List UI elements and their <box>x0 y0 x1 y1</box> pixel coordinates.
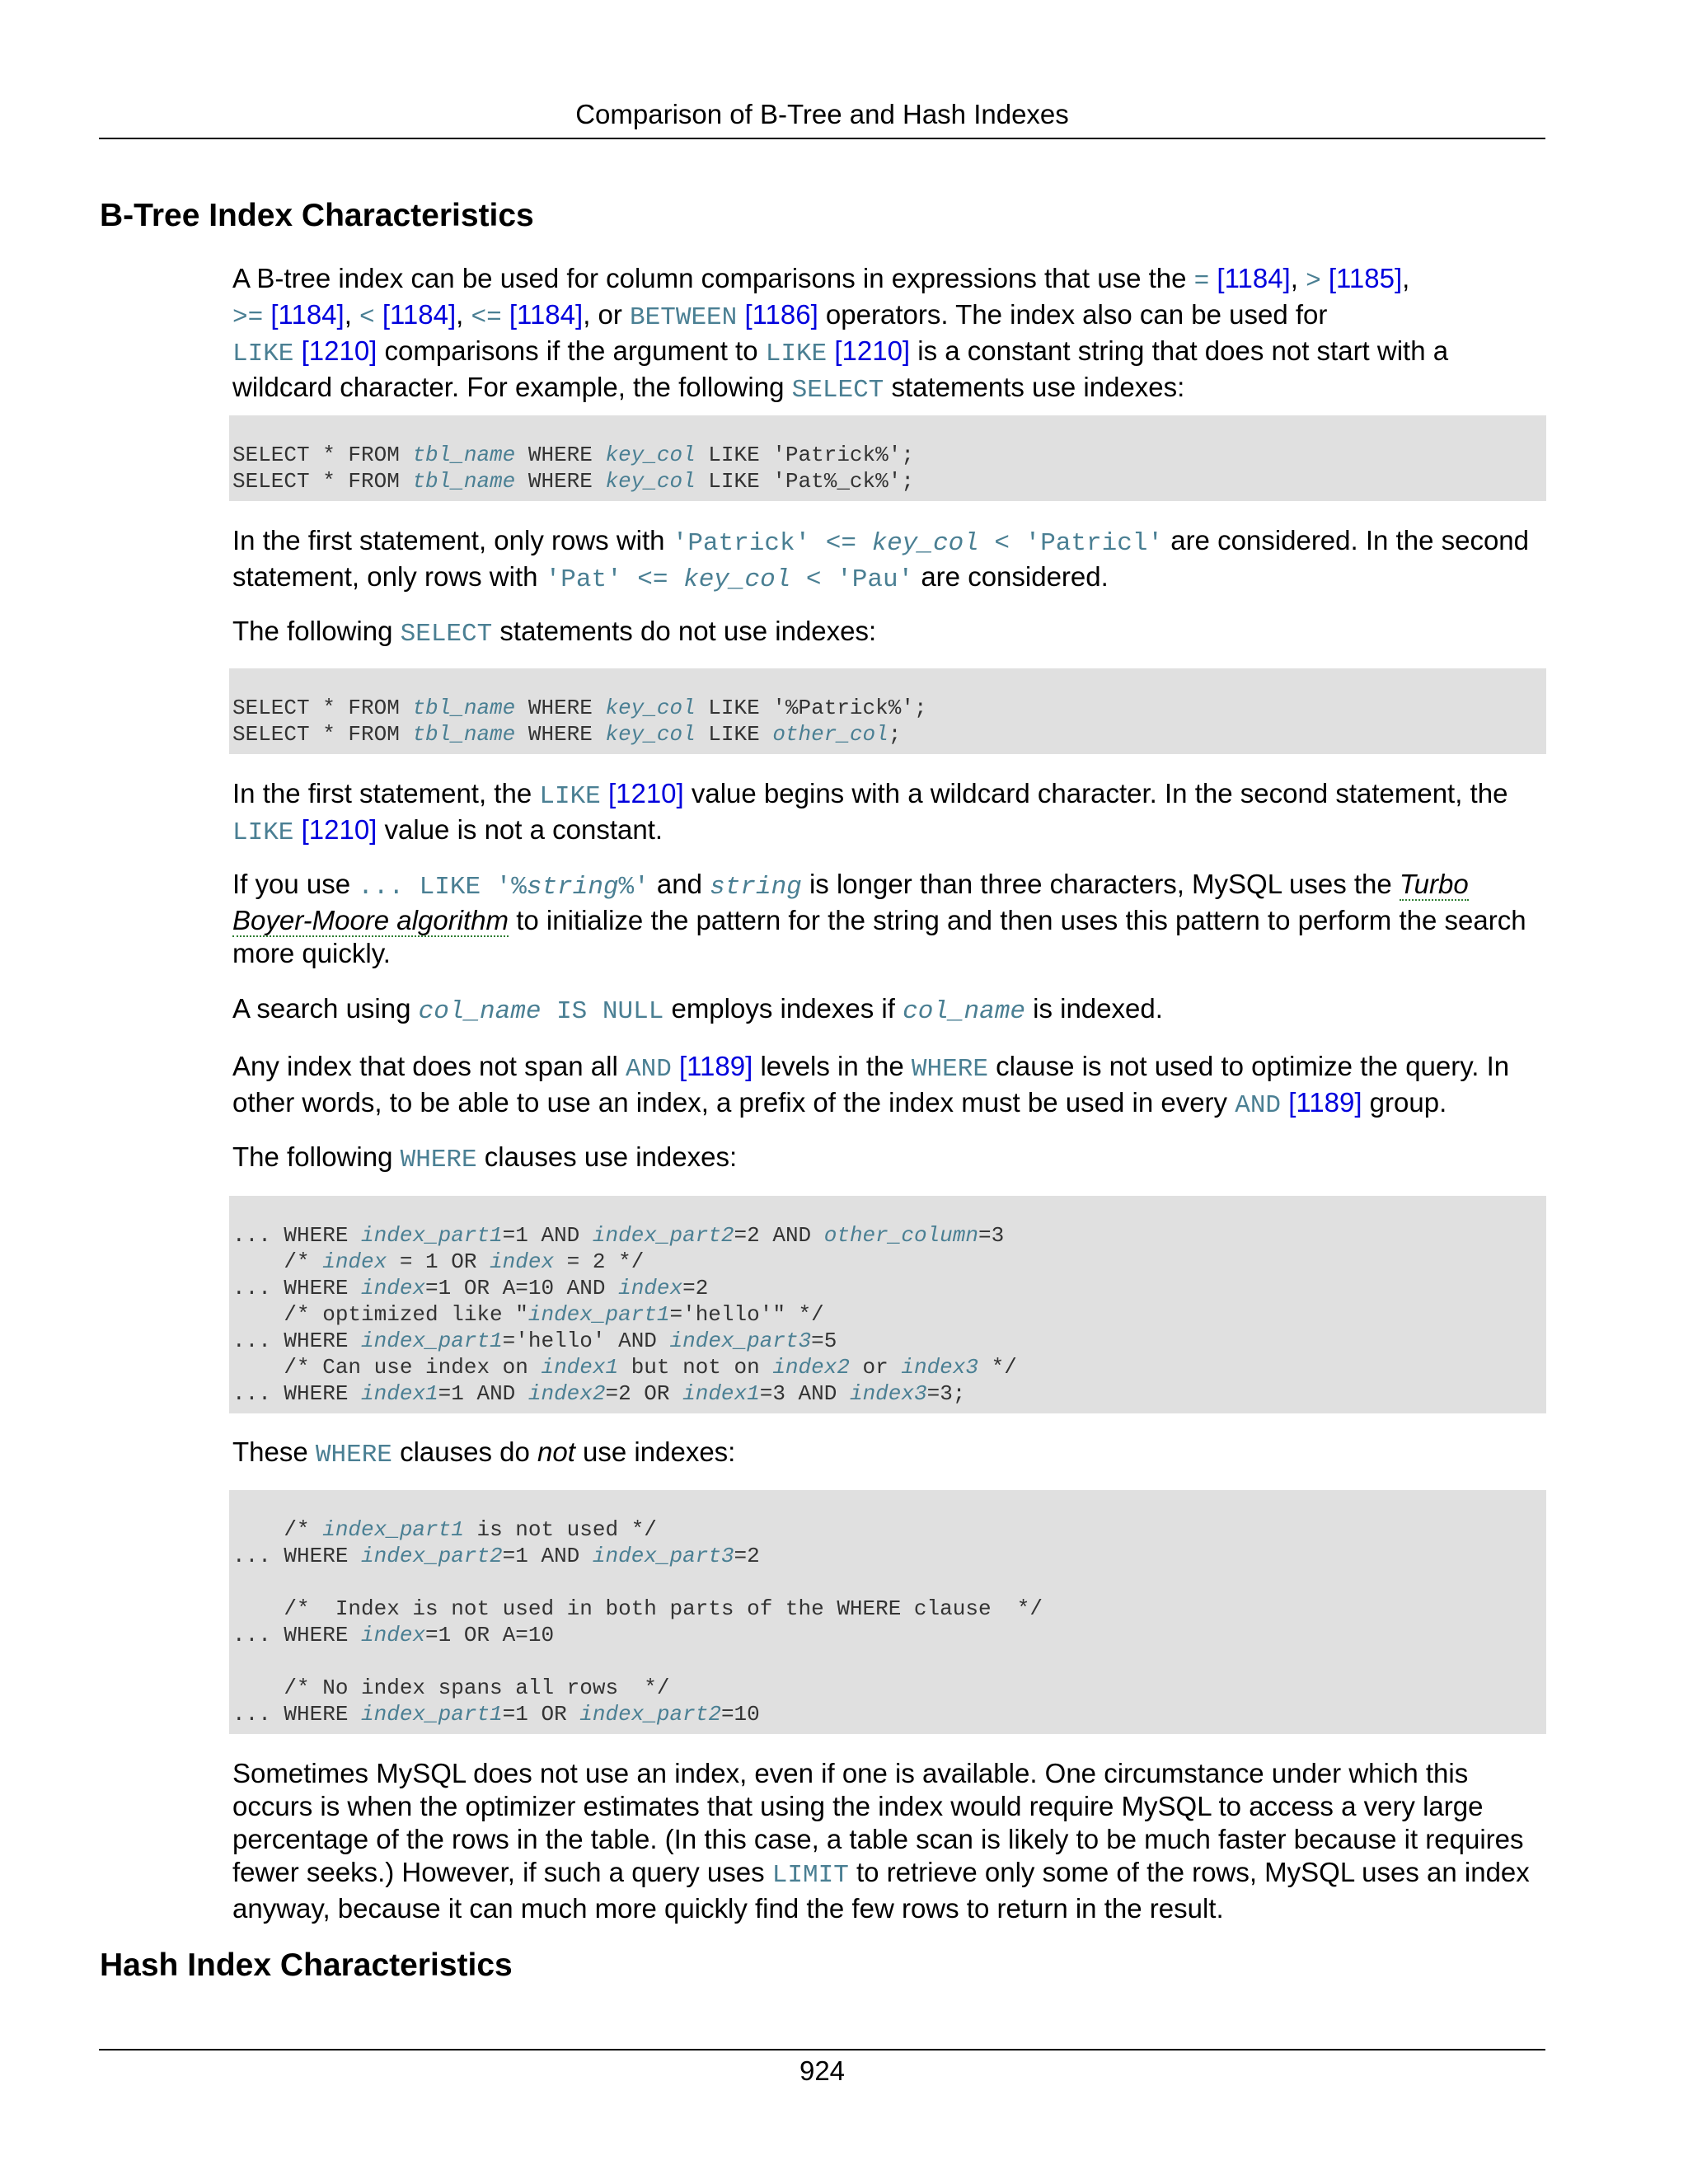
code-var: index_part1 <box>361 1223 503 1248</box>
code-inline: < 'Pau' <box>790 565 914 594</box>
code-text: =1 AND <box>502 1544 593 1568</box>
text-run: is a constant string that does not start with a wildcard character. For example, the following <box>232 335 1449 402</box>
operator-like: LIKE <box>765 340 828 368</box>
code-block-like-no-index <box>229 668 1546 754</box>
code-inline: %' <box>618 873 649 902</box>
text-run: , <box>344 299 360 330</box>
code-var: index_part2 <box>592 1223 734 1248</box>
text-run: , or <box>583 299 631 330</box>
code-block-like-index <box>229 415 1546 501</box>
code-line-blank <box>232 1648 1546 1675</box>
code-text: WHERE <box>515 443 606 467</box>
paragraph-where-use-index <box>232 1141 1551 1177</box>
keyword-select: SELECT <box>791 376 884 405</box>
code-var: key_col <box>605 722 696 747</box>
code-text: =5 <box>811 1329 837 1353</box>
code-var: index <box>490 1249 555 1274</box>
code-line <box>232 721 1546 748</box>
code-text: =2 <box>734 1544 760 1568</box>
code-line <box>232 1380 1546 1407</box>
code-text: LIKE <box>695 722 773 747</box>
paragraph-boyer-moore <box>232 868 1551 970</box>
section-title-btree: B-Tree Index Characteristics <box>100 198 534 233</box>
code-var: other_col <box>772 722 889 747</box>
code-text: LIKE '%Patrick%'; <box>695 696 927 720</box>
text-run: operators. The index also can be used for <box>818 299 1328 330</box>
code-text: WHERE <box>515 722 606 747</box>
code-text: =2 <box>682 1276 709 1301</box>
text-run: value is not a constant. <box>377 814 663 845</box>
code-var: other_column <box>823 1223 978 1248</box>
code-var: index_part1 <box>361 1329 503 1353</box>
operator-and: AND <box>626 1055 672 1084</box>
text-run: levels in the <box>753 1051 912 1081</box>
text-run: clauses do <box>392 1436 538 1467</box>
code-var: string <box>710 873 802 902</box>
code-var: index2 <box>772 1355 850 1380</box>
code-var: key_col <box>605 469 696 494</box>
code-text: =1 OR <box>502 1702 580 1727</box>
text-run: are considered. <box>913 561 1109 592</box>
operator-ge: >= <box>232 303 264 332</box>
xref-link[interactable]: [1189] <box>1288 1087 1362 1118</box>
code-var: index_part1 <box>322 1517 464 1542</box>
text-run: group. <box>1362 1087 1447 1118</box>
code-line <box>232 1701 1546 1727</box>
text-run: In the first statement, only rows with <box>232 525 673 555</box>
code-text: ... WHERE <box>232 1381 362 1406</box>
code-line <box>232 1596 1546 1622</box>
code-text: /* No index spans all rows */ <box>232 1675 670 1700</box>
header-rule <box>99 138 1545 139</box>
code-text: =1 AND <box>502 1223 593 1248</box>
page-number: 924 <box>799 2055 846 2086</box>
code-line <box>232 1516 1546 1543</box>
xref-link[interactable]: [1210] <box>301 814 377 845</box>
code-line <box>232 1543 1546 1569</box>
code-text: WHERE <box>515 469 606 494</box>
text-run: to initialize the pattern for the string and then uses this pattern to perform the search more quickly. <box>232 905 1526 968</box>
text-run: are considered. In the second statement, only rows with <box>232 525 1529 592</box>
code-var: key_col <box>605 443 696 467</box>
paragraph-and-levels <box>232 1050 1551 1122</box>
xref-link[interactable]: [1186] <box>744 299 818 330</box>
code-var: tbl_name <box>412 696 516 720</box>
text-run: Sometimes MySQL does not use an index, even if one is available. One circumstance under which this occurs is when the optimizer estimates that using the index would require MySQL to access a very large percentage of the rows in the table. (In this case, a table scan is likely to be much faster because it requires fewer seeks.) However, if such a query uses <box>232 1758 1524 1887</box>
text-run: and <box>649 869 710 899</box>
xref-link[interactable]: [1184] <box>270 299 345 330</box>
text-run: A search using <box>232 993 419 1024</box>
code-text: is not used */ <box>463 1517 657 1542</box>
code-text: /* <box>232 1249 323 1274</box>
code-var: index_part2 <box>361 1544 503 1568</box>
emphasis-not: not <box>537 1436 575 1467</box>
glossary-term-link[interactable]: Turbo Boyer-Moore algorithm <box>232 869 1469 935</box>
code-var: index1 <box>361 1381 438 1406</box>
xref-link[interactable]: [1210] <box>301 335 377 366</box>
code-var: tbl_name <box>412 722 516 747</box>
section-title-hash: Hash Index Characteristics <box>100 1947 513 1983</box>
code-var: key_col <box>871 529 979 558</box>
text-run: to retrieve only some of the rows, MySQL uses an index anyway, because it can much more quickly find the few rows to return in the result. <box>232 1857 1530 1924</box>
code-text: LIKE 'Patrick%'; <box>695 443 914 467</box>
code-text: =2 AND <box>734 1223 824 1248</box>
operator-and: AND <box>1235 1091 1282 1120</box>
code-text: SELECT * FROM <box>232 443 413 467</box>
xref-link[interactable]: [1184] <box>509 299 584 330</box>
code-inline: IS NULL <box>541 997 664 1026</box>
code-var: index <box>618 1276 683 1301</box>
xref-link[interactable]: [1210] <box>607 778 684 808</box>
code-inline: < 'Patricl' <box>978 529 1164 558</box>
code-var: key_col <box>683 565 791 594</box>
keyword-where: WHERE <box>911 1055 988 1084</box>
code-block-where-use-index <box>229 1196 1546 1413</box>
code-line <box>232 1275 1546 1301</box>
code-var: index_part2 <box>579 1702 721 1727</box>
xref-link[interactable]: [1184] <box>1217 263 1291 293</box>
keyword-where: WHERE <box>400 1146 477 1174</box>
code-line <box>232 1249 1546 1275</box>
code-text: but not on <box>618 1355 773 1380</box>
text-run: , <box>1402 263 1410 293</box>
code-text: ='hello'" */ <box>669 1302 824 1327</box>
code-line-blank <box>232 1569 1546 1596</box>
code-text: WHERE <box>515 696 606 720</box>
operator-like: LIKE <box>232 818 294 847</box>
operator-lt: < <box>359 303 375 332</box>
xref-link[interactable]: [1189] <box>678 1051 753 1081</box>
text-run: statements do not use indexes: <box>492 616 877 646</box>
code-text: LIKE 'Pat%_ck%'; <box>695 469 914 494</box>
code-var: index1 <box>682 1381 760 1406</box>
paragraph-where-no-index <box>232 1436 1551 1472</box>
paragraph-limit <box>232 1757 1551 1925</box>
operator-le: <= <box>471 303 502 332</box>
code-text: */ <box>978 1355 1017 1380</box>
code-text: ... WHERE <box>232 1223 362 1248</box>
running-header: Comparison of B-Tree and Hash Indexes <box>575 99 1069 129</box>
code-inline: ... LIKE '% <box>358 873 527 902</box>
keyword-select: SELECT <box>400 620 493 649</box>
text-run: , <box>456 299 471 330</box>
code-line <box>232 442 1546 468</box>
code-text: ... WHERE <box>232 1702 362 1727</box>
code-var: tbl_name <box>412 443 516 467</box>
paragraph-no-index-intro <box>232 615 1551 651</box>
paragraph-is-null <box>232 992 1551 1029</box>
code-line <box>232 1328 1546 1354</box>
code-line <box>232 1301 1546 1328</box>
code-text: ; <box>888 722 902 747</box>
code-line <box>232 1222 1546 1249</box>
operator-gt: > <box>1306 267 1321 296</box>
text-run: A B-tree index can be used for column comparisons in expressions that use the <box>232 263 1194 293</box>
code-var: index_part1 <box>361 1702 503 1727</box>
xref-link[interactable]: [1185] <box>1328 263 1403 293</box>
text-run: statements use indexes: <box>884 372 1185 402</box>
code-var: tbl_name <box>412 469 516 494</box>
text-run: clauses use indexes: <box>476 1141 738 1172</box>
xref-link[interactable]: [1210] <box>834 335 911 366</box>
code-text: =3 AND <box>759 1381 850 1406</box>
text-run: comparisons if the argument to <box>377 335 766 366</box>
code-var: index_part1 <box>528 1302 670 1327</box>
operator-like: LIKE <box>539 782 601 811</box>
code-inline: 'Patrick' <= <box>672 529 872 558</box>
code-text: =3 <box>978 1223 1005 1248</box>
code-text: =2 OR <box>605 1381 683 1406</box>
code-text: SELECT * FROM <box>232 469 413 494</box>
text-run: The following <box>232 1141 401 1172</box>
code-var: col_name <box>418 997 542 1026</box>
text-run: clause is not used to optimize the query. In other words, to be able to use an index, a prefix of the index must be used in every <box>232 1051 1510 1118</box>
code-text: SELECT * FROM <box>232 722 413 747</box>
xref-link[interactable]: [1184] <box>382 299 457 330</box>
code-text: ... WHERE <box>232 1544 362 1568</box>
code-var: index2 <box>528 1381 606 1406</box>
text-run: , <box>1290 263 1306 293</box>
code-text: /* <box>232 1517 323 1542</box>
code-var: string <box>526 873 619 902</box>
text-run: is longer than three characters, MySQL uses the <box>801 869 1400 899</box>
footer-rule <box>99 2049 1545 2050</box>
code-var: index_part3 <box>592 1544 734 1568</box>
code-var: index <box>322 1249 387 1274</box>
code-text: ... WHERE <box>232 1276 362 1301</box>
code-line <box>232 695 1546 721</box>
paragraph-like-explanation <box>232 777 1551 850</box>
text-run: In the first statement, the <box>232 778 540 808</box>
code-text: =3; <box>926 1381 966 1406</box>
operator-like: LIKE <box>232 340 294 368</box>
code-var: index3 <box>849 1381 927 1406</box>
code-text: ='hello' AND <box>502 1329 670 1353</box>
text-run: The following <box>232 616 401 646</box>
keyword-limit: LIMIT <box>771 1861 849 1890</box>
code-text: SELECT * FROM <box>232 696 413 720</box>
code-inline: 'Pat' <= <box>545 565 684 594</box>
text-run: value begins with a wildcard character. In the second statement, the <box>683 778 1508 808</box>
text-run: is indexed. <box>1025 993 1163 1024</box>
code-text: ... WHERE <box>232 1623 362 1647</box>
code-text: =10 <box>720 1702 760 1727</box>
code-text: =1 AND <box>438 1381 528 1406</box>
code-text: = 2 */ <box>554 1249 645 1274</box>
code-text: =1 OR A=10 AND <box>425 1276 619 1301</box>
text-run: Any index that does not span all <box>232 1051 626 1081</box>
code-block-where-no-index <box>229 1490 1546 1734</box>
text-run: These <box>232 1436 316 1467</box>
code-var: key_col <box>605 696 696 720</box>
code-var: index <box>361 1623 426 1647</box>
code-line <box>232 1354 1546 1380</box>
code-text: ... WHERE <box>232 1329 362 1353</box>
operator-between: BETWEEN <box>630 303 738 332</box>
code-var: col_name <box>903 997 1025 1026</box>
text-run: use indexes: <box>574 1436 736 1467</box>
code-var: index_part3 <box>669 1329 812 1353</box>
text-run: If you use <box>232 869 359 899</box>
code-var: index3 <box>901 1355 978 1380</box>
text-run: employs indexes if <box>663 993 903 1024</box>
code-text: /* optimized like " <box>232 1302 528 1327</box>
keyword-where: WHERE <box>315 1441 392 1469</box>
code-line <box>232 1622 1546 1648</box>
code-text: = 1 OR <box>387 1249 490 1274</box>
code-var: index <box>361 1276 426 1301</box>
code-text: /* Index is not used in both parts of the WHERE clause */ <box>232 1596 1043 1621</box>
code-text: /* Can use index on <box>232 1355 542 1380</box>
code-line <box>232 468 1546 494</box>
code-var: index1 <box>541 1355 619 1380</box>
code-line <box>232 1675 1546 1701</box>
code-text: or <box>849 1355 902 1380</box>
code-text: =1 OR A=10 <box>425 1623 555 1647</box>
operator-eq: = <box>1193 267 1210 296</box>
paragraph-btree-intro <box>232 262 1551 407</box>
paragraph-like-ranges <box>232 524 1551 597</box>
